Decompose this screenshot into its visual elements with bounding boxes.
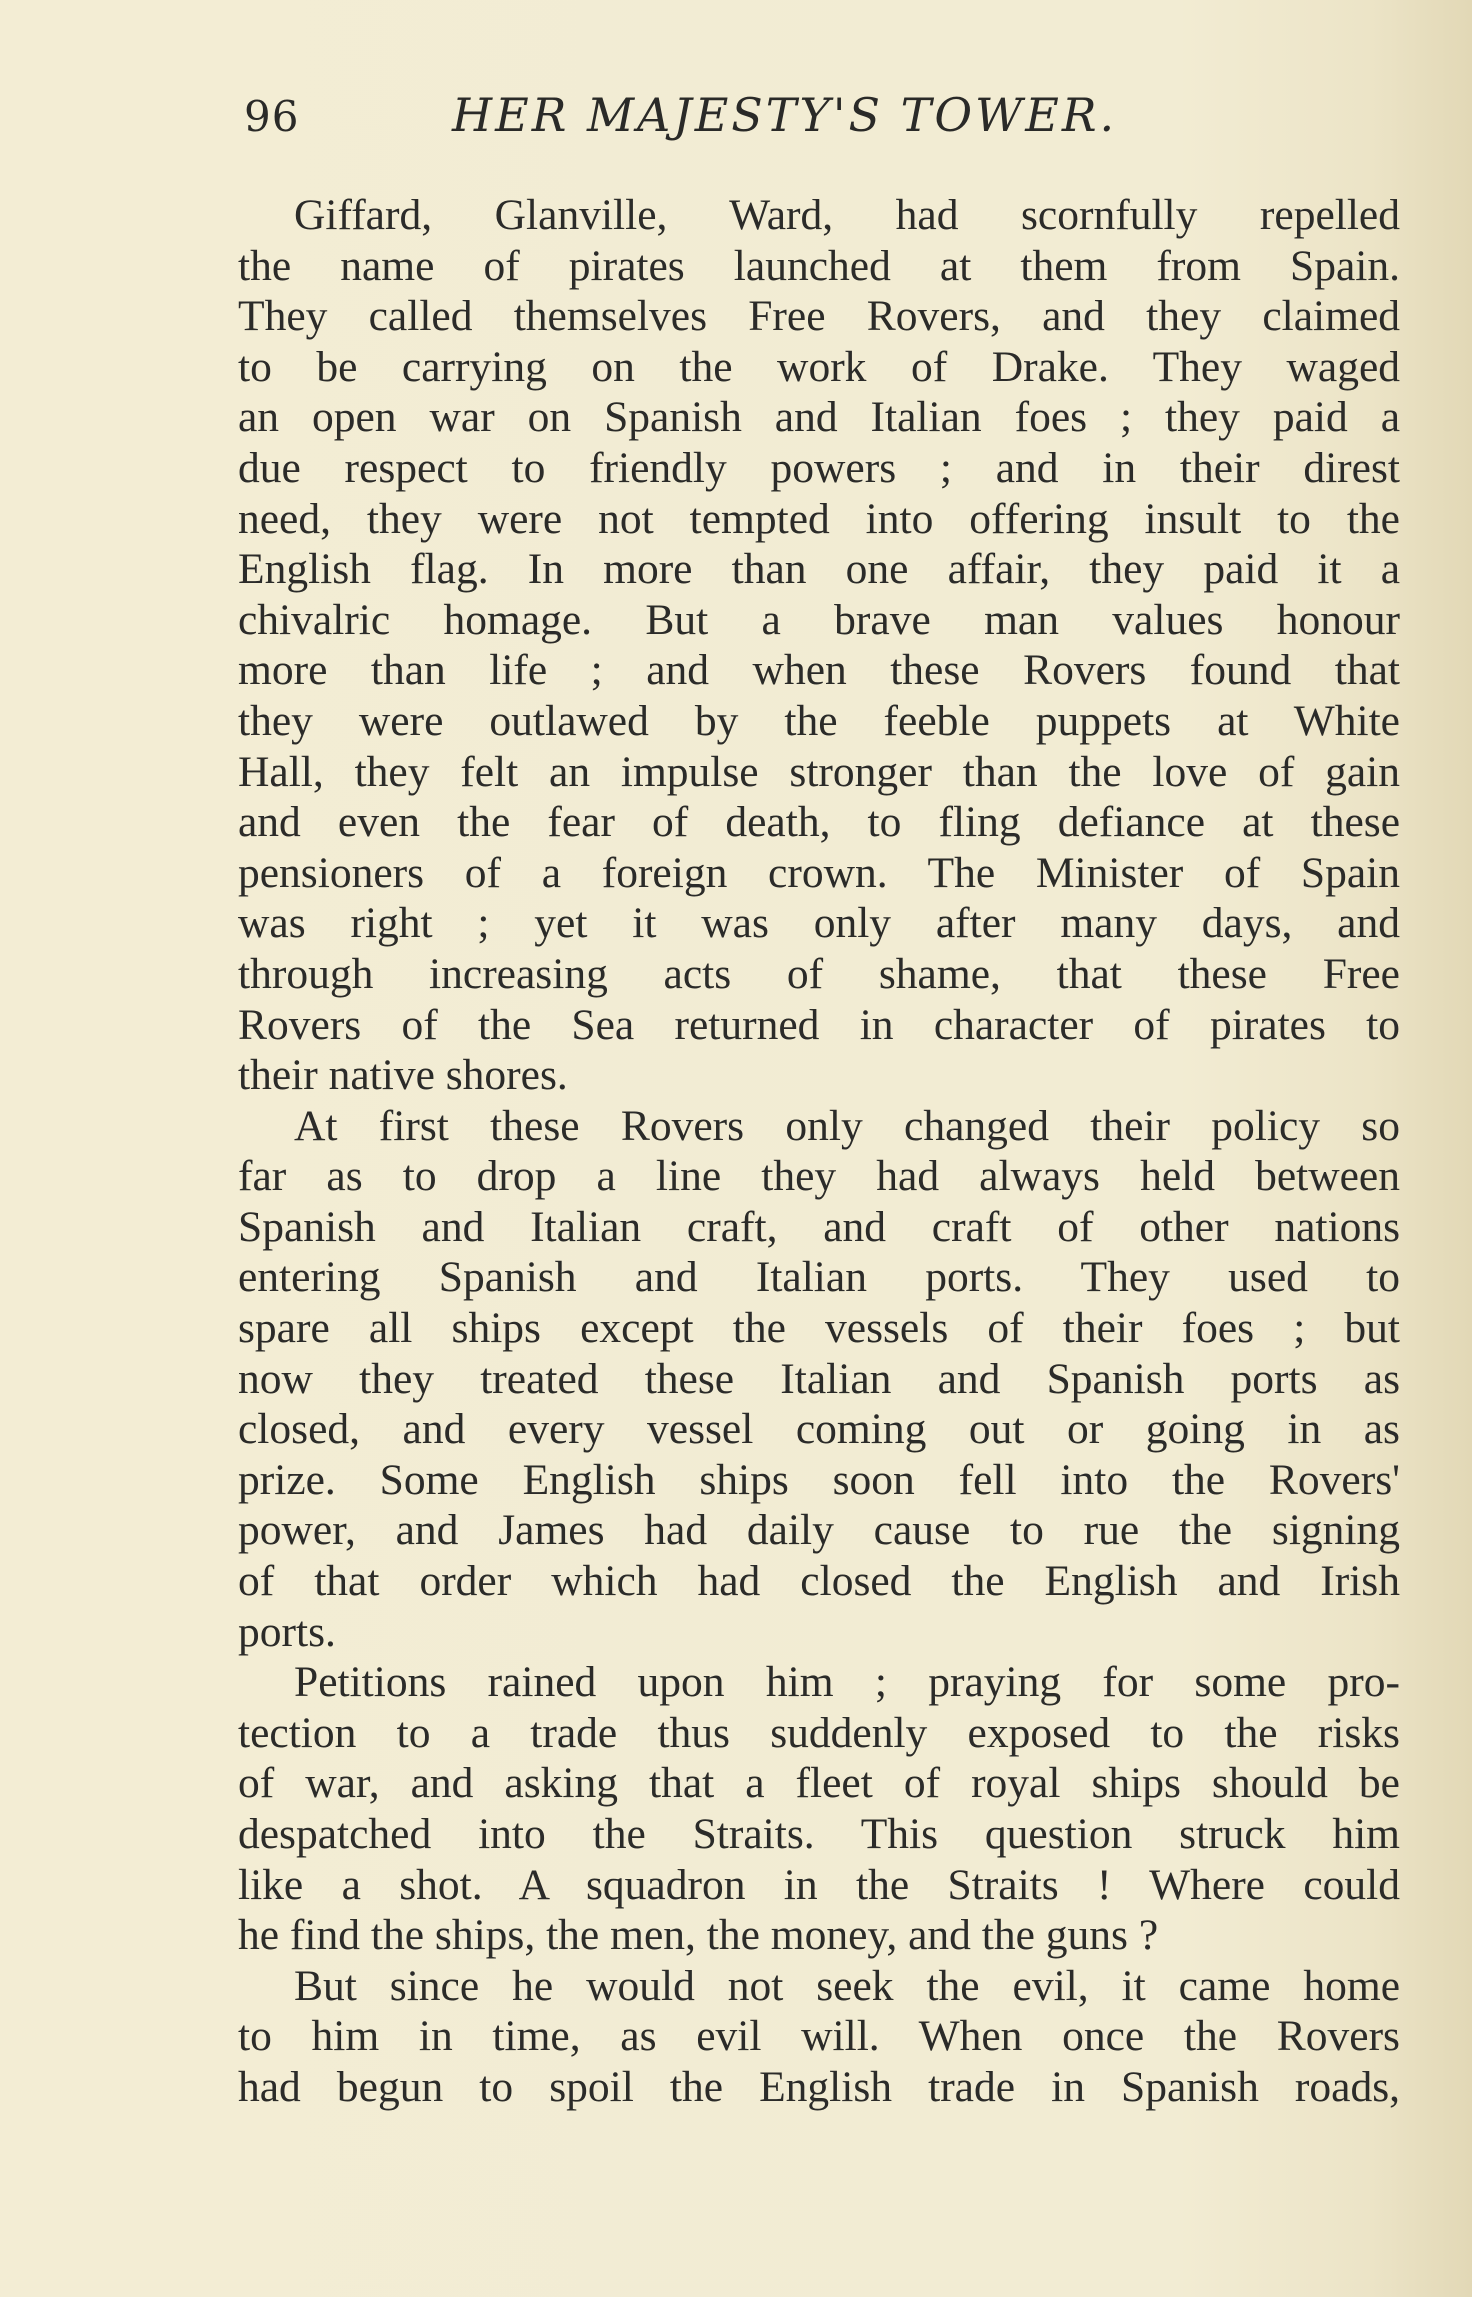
text-line: Rovers of the Sea returned in character of pirates to: [238, 1000, 1400, 1049]
text-line: spare all ships except the vessels of their foes ; but: [238, 1304, 1400, 1353]
text-line: was right ; yet it was only after many days, and: [238, 899, 1400, 948]
text-line: Petitions rained upon him ; praying for some pro-: [294, 1658, 1400, 1707]
text-line: had begun to spoil the English trade in Spanish roads,: [238, 2062, 1400, 2111]
text-line: English flag. In more than one affair, they paid it a: [238, 545, 1400, 594]
text-line: pensioners of a foreign crown. The Minister of Spain: [238, 848, 1400, 897]
text-line: closed, and every vessel coming out or going in as: [238, 1405, 1400, 1454]
body-text: [238, 190, 1400, 2113]
paragraph: [238, 190, 1400, 1101]
text-line: an open war on Spanish and Italian foes ; they paid a: [238, 393, 1400, 442]
text-line: prize. Some English ships soon fell into the Rovers': [238, 1455, 1400, 1504]
text-line: Spanish and Italian craft, and craft of other nations: [238, 1202, 1400, 1251]
text-line: of that order which had closed the English and Irish: [238, 1557, 1400, 1606]
text-line: entering Spanish and Italian ports. They used to: [238, 1253, 1400, 1302]
text-line: tection to a trade thus suddenly exposed to the risks: [238, 1708, 1400, 1757]
text-line: need, they were not tempted into offering insult to the: [238, 494, 1400, 543]
paragraph: [238, 1961, 1400, 2113]
text-line: At first these Rovers only changed their policy so: [294, 1101, 1400, 1150]
text-line: the name of pirates launched at them from Spain.: [238, 241, 1400, 290]
text-line: to be carrying on the work of Drake. They waged: [238, 342, 1400, 391]
text-line: they were outlawed by the feeble puppets at White: [238, 696, 1400, 745]
page-number: 96: [244, 92, 300, 141]
text-line: ports.: [238, 1607, 336, 1656]
text-line: Hall, they felt an impulse stronger than the love of gain: [238, 747, 1400, 796]
text-line: chivalric homage. But a brave man values honour: [238, 595, 1400, 644]
text-line: like a shot. A squadron in the Straits ! Where could: [238, 1860, 1400, 1909]
paragraph: [238, 1657, 1400, 1961]
text-line: despatched into the Straits. This question struck him: [238, 1810, 1400, 1858]
text-line: But since he would not seek the evil, it came home: [294, 1961, 1400, 2010]
text-line: more than life ; and when these Rovers found that: [238, 646, 1400, 695]
text-line: and even the fear of death, to fling defiance at these: [238, 798, 1400, 847]
paragraph: [238, 1101, 1400, 1658]
text-line: through increasing acts of shame, that these Free: [238, 949, 1400, 998]
text-line: now they treated these Italian and Spanish ports as: [238, 1354, 1400, 1403]
page-header: [244, 88, 1224, 148]
text-line: of war, and asking that a fleet of royal ships should be: [238, 1759, 1400, 1808]
text-line: their native shores.: [238, 1051, 568, 1100]
text-line: due respect to friendly powers ; and in their direst: [238, 443, 1400, 492]
text-line: Giffard, Glanville, Ward, had scornfully repelled: [294, 191, 1400, 239]
text-line: to him in time, as evil will. When once the Rovers: [238, 2012, 1400, 2061]
text-line: They called themselves Free Rovers, and they claimed: [238, 292, 1400, 341]
text-line: he find the ships, the men, the money, and the guns ?: [238, 1911, 1159, 1960]
text-line: power, and James had daily cause to rue the signing: [238, 1506, 1400, 1555]
text-line: far as to drop a line they had always held between: [238, 1152, 1400, 1201]
running-title: HER MAJESTY'S TOWER.: [452, 88, 1118, 142]
